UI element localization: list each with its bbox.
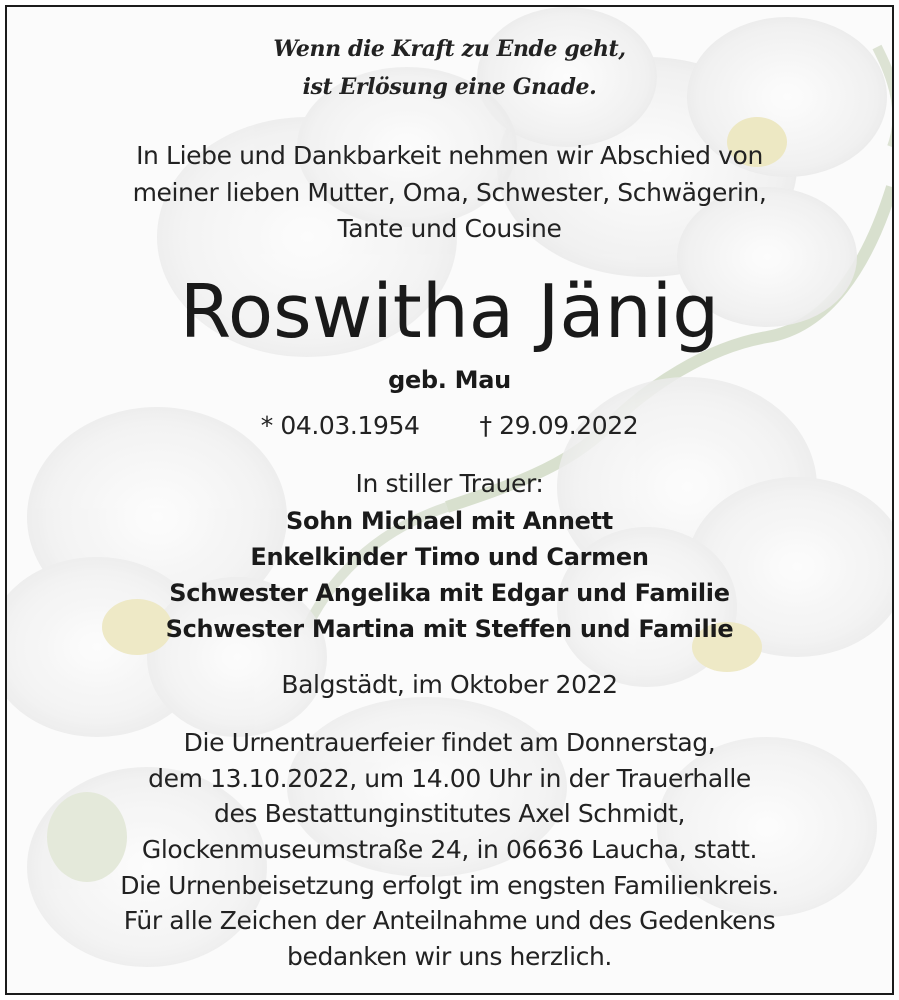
mourner: Enkelkinder Timo und Carmen bbox=[250, 543, 649, 571]
obituary-notice bbox=[5, 5, 894, 995]
death-date: † 29.09.2022 bbox=[479, 411, 639, 440]
intro-line: meiner lieben Mutter, Oma, Schwester, Schwägerin, bbox=[132, 178, 767, 207]
mourner: Sohn Michael mit Annett bbox=[286, 507, 613, 535]
closing-line: dem 13.10.2022, um 14.00 Uhr in der Trauerhalle bbox=[148, 764, 751, 793]
mourner: Schwester Martina mit Steffen und Familie bbox=[165, 615, 734, 643]
intro-line: Tante und Cousine bbox=[337, 214, 562, 243]
closing-line: Glockenmuseumstraße 24, in 06636 Laucha, statt. bbox=[141, 835, 758, 864]
mourning-heading: In stiller Trauer: bbox=[355, 469, 544, 498]
closing-line: des Bestattunginstitutes Axel Schmidt, bbox=[213, 799, 685, 828]
place-date: Balgstädt, im Oktober 2022 bbox=[281, 670, 618, 699]
closing-line: Die Urnentrauerfeier findet am Donnerstag, bbox=[183, 728, 716, 757]
life-dates bbox=[7, 411, 892, 440]
closing-line: Für alle Zeichen der Anteilnahme und des Gedenkens bbox=[123, 906, 776, 935]
deceased-name: Roswitha Jänig bbox=[179, 269, 720, 355]
motto-line: ist Erlösung eine Gnade. bbox=[302, 74, 597, 100]
motto-line: Wenn die Kraft zu Ende geht, bbox=[273, 36, 626, 62]
intro-line: In Liebe und Dankbarkeit nehmen wir Abschied von bbox=[136, 141, 763, 170]
mourner: Schwester Angelika mit Edgar und Familie bbox=[169, 579, 730, 607]
closing-line: bedanken wir uns herzlich. bbox=[287, 942, 612, 971]
maiden-name: geb. Mau bbox=[388, 366, 511, 394]
notice-text bbox=[7, 7, 892, 993]
closing-line: Die Urnenbeisetzung erfolgt im engsten Familienkreis. bbox=[120, 871, 779, 900]
birth-date: * 04.03.1954 bbox=[260, 411, 420, 440]
